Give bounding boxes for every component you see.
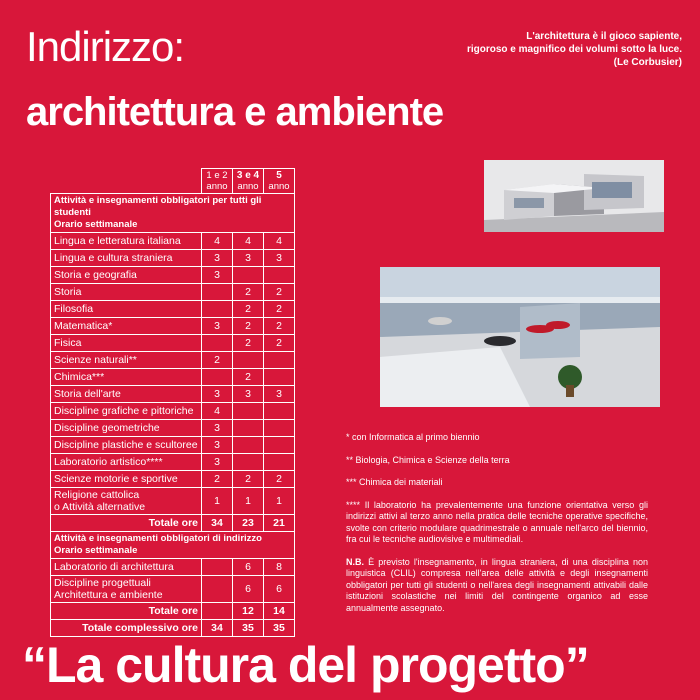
table-row: Religione cattolica o Attività alternative 1 1 1 (51, 488, 295, 515)
nb-label: N.B. (346, 556, 364, 567)
heading-address-name: architettura e ambiente (26, 90, 444, 134)
heading-indirizzo: Indirizzo: (26, 23, 185, 70)
hours-cell: 2 (233, 318, 264, 335)
subject-cell: Storia (51, 284, 202, 301)
hours-cell: 2 (233, 301, 264, 318)
weekly-hours-table (50, 168, 295, 637)
nb-text: È previsto l'insegnamento, in lingua straniera, di una disciplina non linguistica (CLIL) compresa nell'area delle attività e degli insegnamenti obbligatori per tutti gli studenti o nell'area degli insegnamenti attivabili dalle istituzioni scolastiche nei limiti del contingente organico ad esse annualmente assegnato. (346, 556, 648, 613)
table-header-row (51, 169, 295, 194)
hours-cell: 3 (233, 250, 264, 267)
total-row-address: Totale ore 12 14 (51, 603, 295, 620)
hours-cell: 2 (233, 369, 264, 386)
quote-line-2: rigoroso e magnifico dei volumi sotto la luce. (466, 44, 682, 55)
hours-cell: 4 (233, 233, 264, 250)
subject-cell: Storia dell'arte (51, 386, 202, 403)
hours-cell (202, 335, 233, 352)
table-row (51, 250, 295, 267)
hours-cell: 2 (233, 335, 264, 352)
hours-cell: 3 (233, 386, 264, 403)
note-2: ** Biologia, Chimica e Scienze della terra (346, 454, 510, 465)
hours-cell: 3 (202, 437, 233, 454)
hours-cell (202, 301, 233, 318)
section-address-header: Attività e insegnamenti obbligatori di indirizzo Orario settimanale (51, 532, 295, 559)
hours-cell: 3 (264, 386, 295, 403)
col-header-year-5: 5 anno (264, 169, 295, 194)
table-row (51, 471, 295, 488)
hours-cell (233, 267, 264, 284)
le-corbusier-quote (402, 30, 682, 69)
note-4: **** Il laboratorio ha prevalentemente una funzione orientativa verso gli indirizzi attivi al terzo anno nella pratica delle tecniche operative specifiche, svolte con criterio modulare quadrimestrale o annuale nell'arco del biennio, fra cui le tecniche audiovisive e multimediali. (346, 499, 648, 544)
table-row (51, 386, 295, 403)
hours-cell (233, 454, 264, 471)
table-row (51, 369, 295, 386)
slogan: “La cultura del progetto” (22, 637, 589, 693)
subject-cell: Chimica*** (51, 369, 202, 386)
table-row (51, 301, 295, 318)
subject-cell: Lingua e letteratura italiana (51, 233, 202, 250)
grand-total-row: Totale complessivo ore 34 35 35 (51, 620, 295, 637)
hours-cell (264, 369, 295, 386)
hours-cell (264, 352, 295, 369)
hours-cell (233, 352, 264, 369)
hours-cell: 3 (202, 267, 233, 284)
table-row (51, 267, 295, 284)
note-1: * con Informatica al primo biennio (346, 432, 480, 442)
hours-cell (264, 454, 295, 471)
table-row (51, 352, 295, 369)
building-render-image (484, 160, 664, 232)
hours-cell: 3 (202, 250, 233, 267)
hours-cell (202, 284, 233, 301)
subject-cell: Filosofia (51, 301, 202, 318)
hours-cell (264, 437, 295, 454)
hours-cell: 2 (264, 284, 295, 301)
hours-cell: 3 (202, 386, 233, 403)
subject-cell: Fisica (51, 335, 202, 352)
hours-cell (202, 369, 233, 386)
hours-cell: 2 (233, 471, 264, 488)
subject-cell: Laboratorio artistico**** (51, 454, 202, 471)
quote-author: (Le Corbusier) (613, 57, 682, 68)
hours-cell: 4 (202, 233, 233, 250)
hours-cell (264, 267, 295, 284)
table-row (51, 437, 295, 454)
table-row (51, 318, 295, 335)
total-row-common: Totale ore 34 23 21 (51, 515, 295, 532)
table-row (51, 233, 295, 250)
hours-cell: 2 (264, 318, 295, 335)
table-row (51, 284, 295, 301)
hours-cell: 3 (202, 318, 233, 335)
subject-cell: Lingua e cultura straniera (51, 250, 202, 267)
subject-cell: Discipline plastiche e scultoree (51, 437, 202, 454)
hours-cell (264, 420, 295, 437)
hours-cell: 3 (264, 250, 295, 267)
subject-cell: Discipline geometriche (51, 420, 202, 437)
quote-line-1: L'architettura è il gioco sapiente, (526, 31, 682, 42)
hours-cell: 2 (202, 352, 233, 369)
hours-cell (233, 437, 264, 454)
hours-cell: 2 (264, 301, 295, 318)
section-common-header: Attività e insegnamenti obbligatori per tutti gli studenti Orario settimanale (51, 194, 295, 233)
subject-cell: Scienze motorie e sportive (51, 471, 202, 488)
hours-cell: 3 (202, 454, 233, 471)
table-row (51, 454, 295, 471)
table-row: Laboratorio di architettura 6 8 (51, 559, 295, 576)
hours-cell: 2 (264, 471, 295, 488)
hours-cell: 2 (233, 284, 264, 301)
table-row (51, 420, 295, 437)
hours-cell: 4 (264, 233, 295, 250)
hours-cell: 3 (202, 420, 233, 437)
hours-cell: 2 (264, 335, 295, 352)
note-nb (346, 557, 648, 615)
hours-cell (233, 403, 264, 420)
subject-cell: Scienze naturali** (51, 352, 202, 369)
footnotes (346, 432, 648, 625)
note-3: *** Chimica dei materiali (346, 477, 443, 487)
table-row (51, 403, 295, 420)
subject-cell: Matematica* (51, 318, 202, 335)
interior-render-image (380, 267, 660, 407)
subject-cell: Discipline grafiche e pittoriche (51, 403, 202, 420)
subject-cell: Storia e geografia (51, 267, 202, 284)
hours-cell: 2 (202, 471, 233, 488)
hours-cell (264, 403, 295, 420)
table-row: Discipline progettuali Architettura e ambiente 6 6 (51, 576, 295, 603)
hours-cell (233, 420, 264, 437)
col-header-year-3-4: 3 e 4 anno (233, 169, 264, 194)
col-header-year-1-2: 1 e 2 anno (202, 169, 233, 194)
hours-cell: 4 (202, 403, 233, 420)
table-row (51, 335, 295, 352)
